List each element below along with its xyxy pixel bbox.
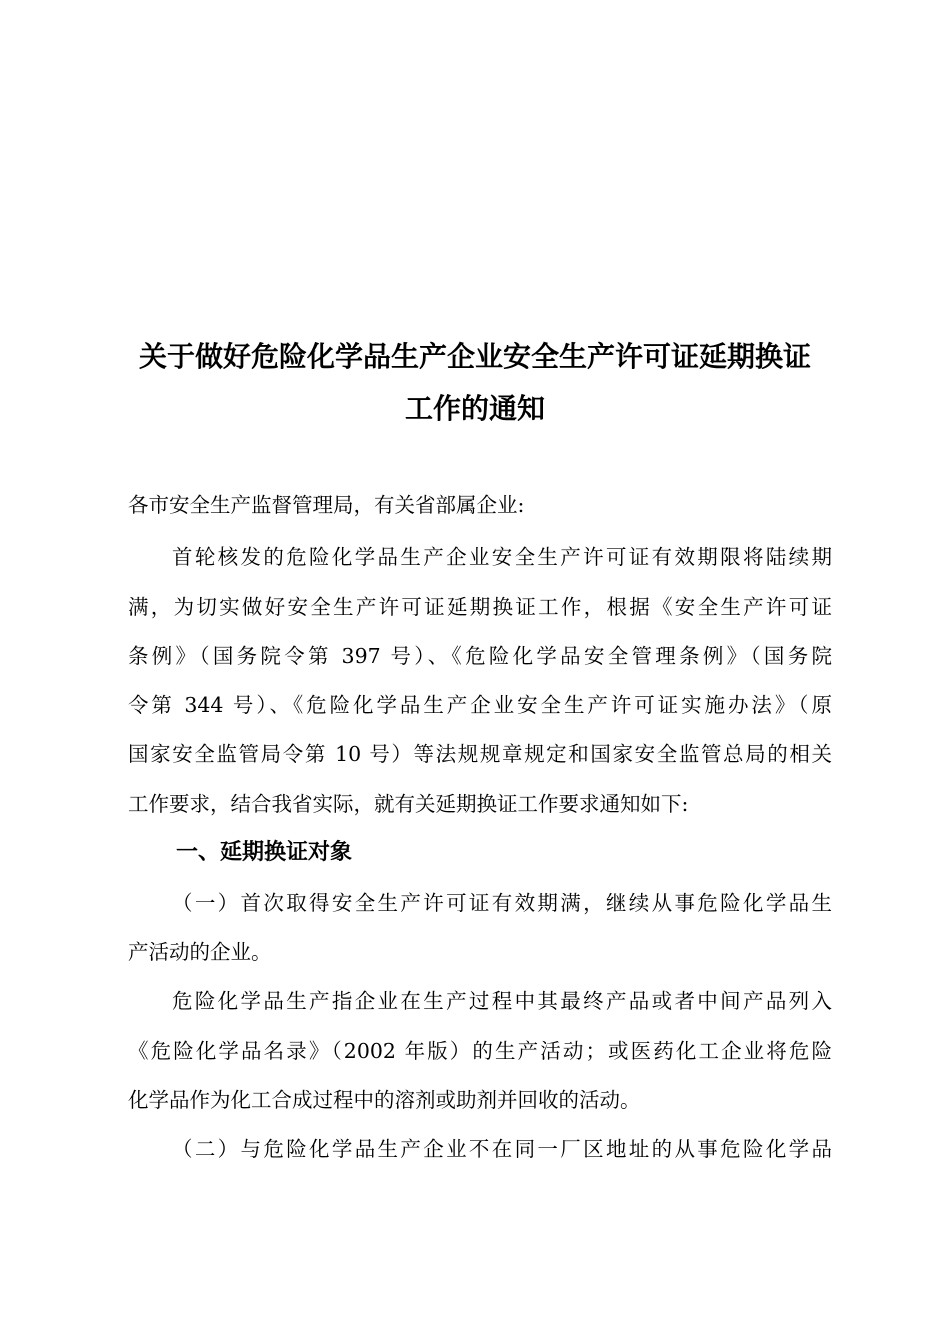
item-1-line: （一）首次取得安全生产许可证有效期满，继续从事危险化学品生 [172, 891, 832, 915]
intro-paragraph-line: 条例》（国务院令第 397 号）、《危险化学品安全管理条例》（国务院 [128, 644, 832, 668]
item-2-line: （二）与危险化学品生产企业不在同一厂区地址的从事危险化学品 [172, 1137, 832, 1161]
intro-paragraph-line: 首轮核发的危险化学品生产企业安全生产许可证有效期限将陆续期 [172, 545, 832, 569]
definition-paragraph-line: 《危险化学品名录》（2002 年版）的生产活动；或医药化工企业将危险 [128, 1039, 832, 1063]
intro-paragraph-line: 令第 344 号）、《危险化学品生产企业安全生产许可证实施办法》（原 [128, 693, 832, 717]
definition-paragraph-line: 化学品作为化工合成过程中的溶剂或助剂并回收的活动。 [128, 1088, 641, 1112]
definition-paragraph-line: 危险化学品生产指企业在生产过程中其最终产品或者中间产品列入 [172, 989, 832, 1013]
intro-paragraph-line: 满，为切实做好安全生产许可证延期换证工作，根据《安全生产许可证 [128, 595, 832, 619]
item-1-line: 产活动的企业。 [128, 940, 272, 964]
intro-paragraph-line: 国家安全监管局令第 10 号）等法规规章规定和国家安全监管总局的相关 [128, 742, 832, 766]
intro-paragraph-line: 工作要求，结合我省实际，就有关延期换证工作要求通知如下: [128, 792, 689, 816]
salutation: 各市安全生产监督管理局，有关省部属企业: [128, 493, 525, 517]
section-heading: 一、延期换证对象 [176, 840, 353, 865]
document-title-line-2: 工作的通知 [404, 392, 545, 425]
document-title-line-1: 关于做好危险化学品生产企业安全生产许可证延期换证 [138, 340, 811, 373]
